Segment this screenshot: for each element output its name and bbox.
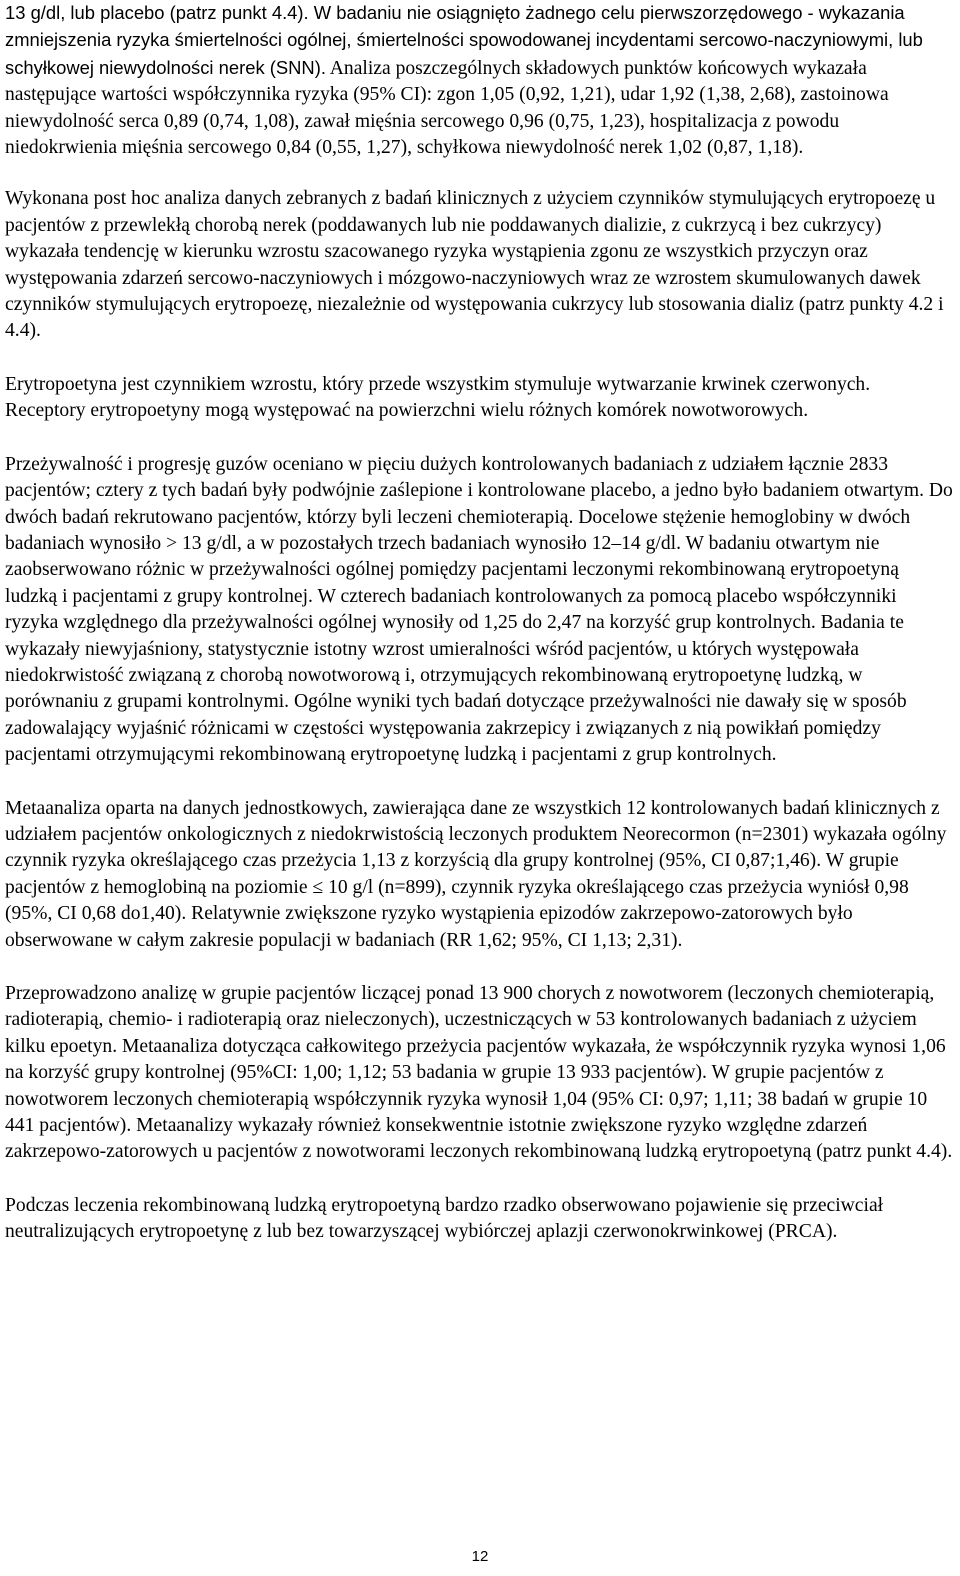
- paragraph-trial-results-endpoints: Analiza poszczególnych składowych punktów końcowych wykazała następujące wartości współczynnika ryzyka (95% CI): zgon 1,05 (0,92, 1,21), udar 1,92 (1,38, 2,68), zastoinowa niewydolność serca 0,89 (0,74, 1,08), zawał mięśnia sercowego 0,96 (0,75, 1,23), hospitalizacja z powodu niedokrwienia mięśnia sercowego 0,84 (0,55, 1,27), schyłkowa niewydolność nerek 1,02 (0,87, 1,18).: [5, 57, 889, 159]
- paragraph-post-hoc-analysis: Wykonana post hoc analiza danych zebranych z badań klinicznych z użyciem czynników stymulujących erytropoezę u pacjentów z przewlekłą chorobą nerek (poddawanych lub nie poddawanych dializie, z cukrzycą i bez cukrzycy) wykazała tendencję w kierunku wzrostu szacowanego ryzyka wystąpienia zgonu ze wszystkich przyczyn oraz występowania zdarzeń sercowo-naczyniowych i mózgowo-naczyniowych wraz ze wzrostem skumulowanych dawek czynników stymulujących erytropoezę, niezależnie od występowania cukrzycy lub stosowania dializ (patrz punkty 4.2 i 4.4).: [5, 188, 944, 342]
- paragraph-trial-results: [5, 0, 953, 161]
- document-page: [5, 0, 953, 1273]
- paragraph-survival-tumour-progression: Przeżywalność i progresję guzów oceniano w pięciu dużych kontrolowanych badaniach z udziałem łącznie 2833 pacjentów; cztery z tych badań były podwójnie zaślepione i kontrolowane placebo, a jedno było badaniem otwartym. Do dwóch badań rekrutowano pacjentów, którzy byli leczeni chemioterapią. Docelowe stężenie hemoglobiny w dwóch badaniach wynosiło > 13 g/dl, a w pozostałych trzech badaniach wynosiło 12–14 g/dl. W badaniu otwartym nie zaobserwowano różnic w przeżywalności ogólnej pomiędzy pacjentami leczonymi rekombinowaną erytropoetyną ludzką i pacjentami z grupy kontrolnej. W czterech badaniach kontrolowanych za pomocą placebo współczynniki ryzyka względnego dla przeżywalności ogólnej wynosiły od 1,25 do 2,47 na korzyść grup kontrolnych. Badania te wykazały niewyjaśniony, statystycznie istotny wzrost umieralności wśród pacjentów, u których występowała niedokrwistość związaną z chorobą nowotworową i, otrzymujących rekombinowaną erytropoetynę ludzką, w porównaniu z grupami kontrolnymi. Ogólne wyniki tych badań dotyczące przeżywalności nie dawały się w sposób zadowalający wyjaśnić różnicami w częstości występowania zakrzepicy i związanych z nią powikłań pomiędzy pacjentami otrzymującymi rekombinowaną erytropoetynę ludzką i pacjentami z grup kontrolnych.: [5, 453, 953, 766]
- paragraph-erythropoietin-receptors: Erytropoetyna jest czynnikiem wzrostu, który przede wszystkim stymuluje wytwarzanie krwinek czerwonych. Receptory erytropoetyny mogą występować na powierzchni wielu różnych komórek nowotworowych.: [5, 373, 871, 422]
- page-number: 12: [471, 1548, 489, 1565]
- paragraph-neutralising-antibodies: Podczas leczenia rekombinowaną ludzką erytropoetyną bardzo rzadko obserwowano pojawienie się przeciwciał neutralizujących erytropoetynę z lub bez towarzyszącej wybiórczej aplazji czerwonokrwinkowej (PRCA).: [5, 1194, 884, 1243]
- paragraph-trial-results-intro: 13 g/dl, lub placebo (patrz punkt 4.4). W badaniu nie osiągnięto żadnego celu pierwszorzędowego - wykazania zmniejszenia ryzyka śmiertelności ogólnej, śmiertelności spowodowanej incydentami sercowo-naczyniowymi, lub schyłkowej niewydolności nerek (SNN).: [5, 2, 923, 78]
- paragraph-meta-analysis-epoetins: Przeprowadzono analizę w grupie pacjentów liczącej ponad 13 900 chorych z nowotworem (leczonych chemioterapią, radioterapią, chemio- i radioterapią oraz nieleczonych), uczestniczących w 53 kontrolowanych badaniach z użyciem kilku epoetyn. Metaanaliza dotycząca całkowitego przeżycia pacjentów wykazała, że współczynnik ryzyka wynosi 1,06 na korzyść grupy kontrolnej (95%CI: 1,00; 1,12; 53 badania w grupie 13 933 pacjentów). W grupie pacjentów z nowotworem leczonych chemioterapią współczynnik ryzyka wynosił 1,04 (95% CI: 0,97; 1,11; 38 badań w grupie 10 441 pacjentów). Metaanalizy wykazały również konsekwentnie istotnie zwiększone ryzyko względne zdarzeń zakrzepowo-zatorowych u pacjentów z nowotworami leczonych rekombinowaną ludzką erytropoetyną (patrz punkt 4.4).: [5, 983, 953, 1163]
- paragraph-meta-analysis-neorecormon: Metaanaliza oparta na danych jednostkowych, zawierająca dane ze wszystkich 12 kontrolowanych badań klinicznych z udziałem pacjentów onkologicznych z niedokrwistością leczonych produktem Neorecormon (n=2301) wykazała ogólny czynnik ryzyka określającego czas przeżycia 1,13 z korzyścią dla grupy kontrolnej (95%, CI 0,87;1,46). W grupie pacjentów z hemoglobiną na poziomie ≤ 10 g/l (n=899), czynnik ryzyka określającego czas przeżycia wyniósł 0,98 (95%, CI 0,68 do1,40). Relatywnie zwiększone ryzyko wystąpienia epizodów zakrzepowo-zatorowych było obserwowane w całym zakresie populacji w badaniach (RR 1,62; 95%, CI 1,13; 2,31).: [5, 797, 947, 951]
